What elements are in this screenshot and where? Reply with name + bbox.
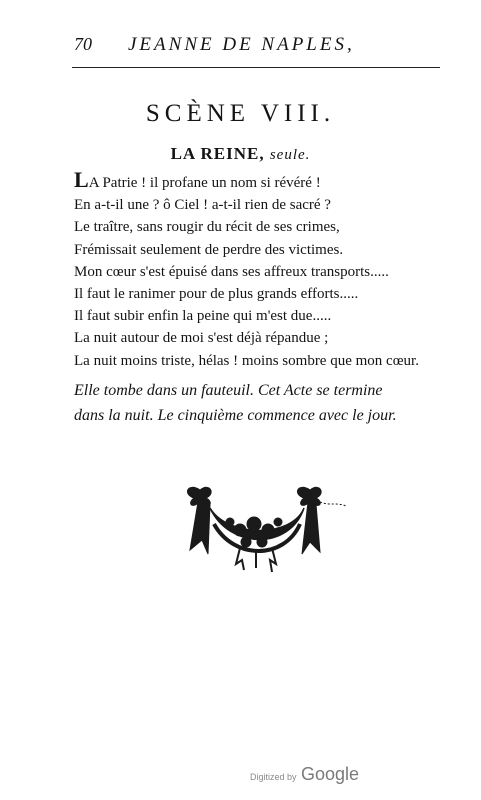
verse-line: La nuit autour de moi s'est déjà répandue ; [74, 330, 329, 347]
verse-line: Frémissait seulement de perdre des victimes. [74, 241, 344, 258]
stage-direction-line: Elle tombe dans un fauteuil. Cet Acte se termine [74, 382, 383, 399]
running-head [74, 34, 444, 58]
verse-line: En a-t-il une ? ô Ciel ! a-t-il rien de sacré ? [74, 197, 331, 214]
running-title: JEANNE DE NAPLES, [128, 34, 355, 55]
verse-line: Il faut le ranimer pour de plus grands efforts..... [74, 285, 359, 302]
verse-line-text: A Patrie ! il profane un nom si révéré ! [88, 175, 321, 191]
stage-direction-line: dans la nuit. Le cinquième commence avec le jour. [74, 407, 397, 424]
speaker-heading [0, 144, 481, 164]
verse-line: La nuit moins triste, hélas ! moins sombre que mon cœur. [74, 352, 419, 369]
verse-line: Mon cœur s'est épuisé dans ses affreux transports..... [74, 263, 389, 280]
verse-block [74, 167, 444, 372]
digitization-credit [250, 764, 359, 785]
google-logo: Google [300, 764, 360, 784]
page-number: 70 [74, 34, 92, 54]
verse-line [74, 167, 444, 194]
speaker-name: LA REINE, [170, 144, 265, 163]
drop-cap: L [74, 167, 89, 192]
scene-title: SCÈNE VIII. [145, 100, 336, 127]
digitized-label: Digitized by [250, 772, 297, 782]
floral-garland-vignette-icon [180, 480, 350, 580]
stage-direction [74, 378, 446, 428]
verse-line: Le traître, sans rougir du récit de ses crimes, [74, 219, 340, 236]
verse-line: Il faut subir enfin la peine qui m'est due..... [74, 308, 332, 325]
header-rule [72, 67, 440, 68]
speaker-note: seule. [269, 147, 311, 163]
